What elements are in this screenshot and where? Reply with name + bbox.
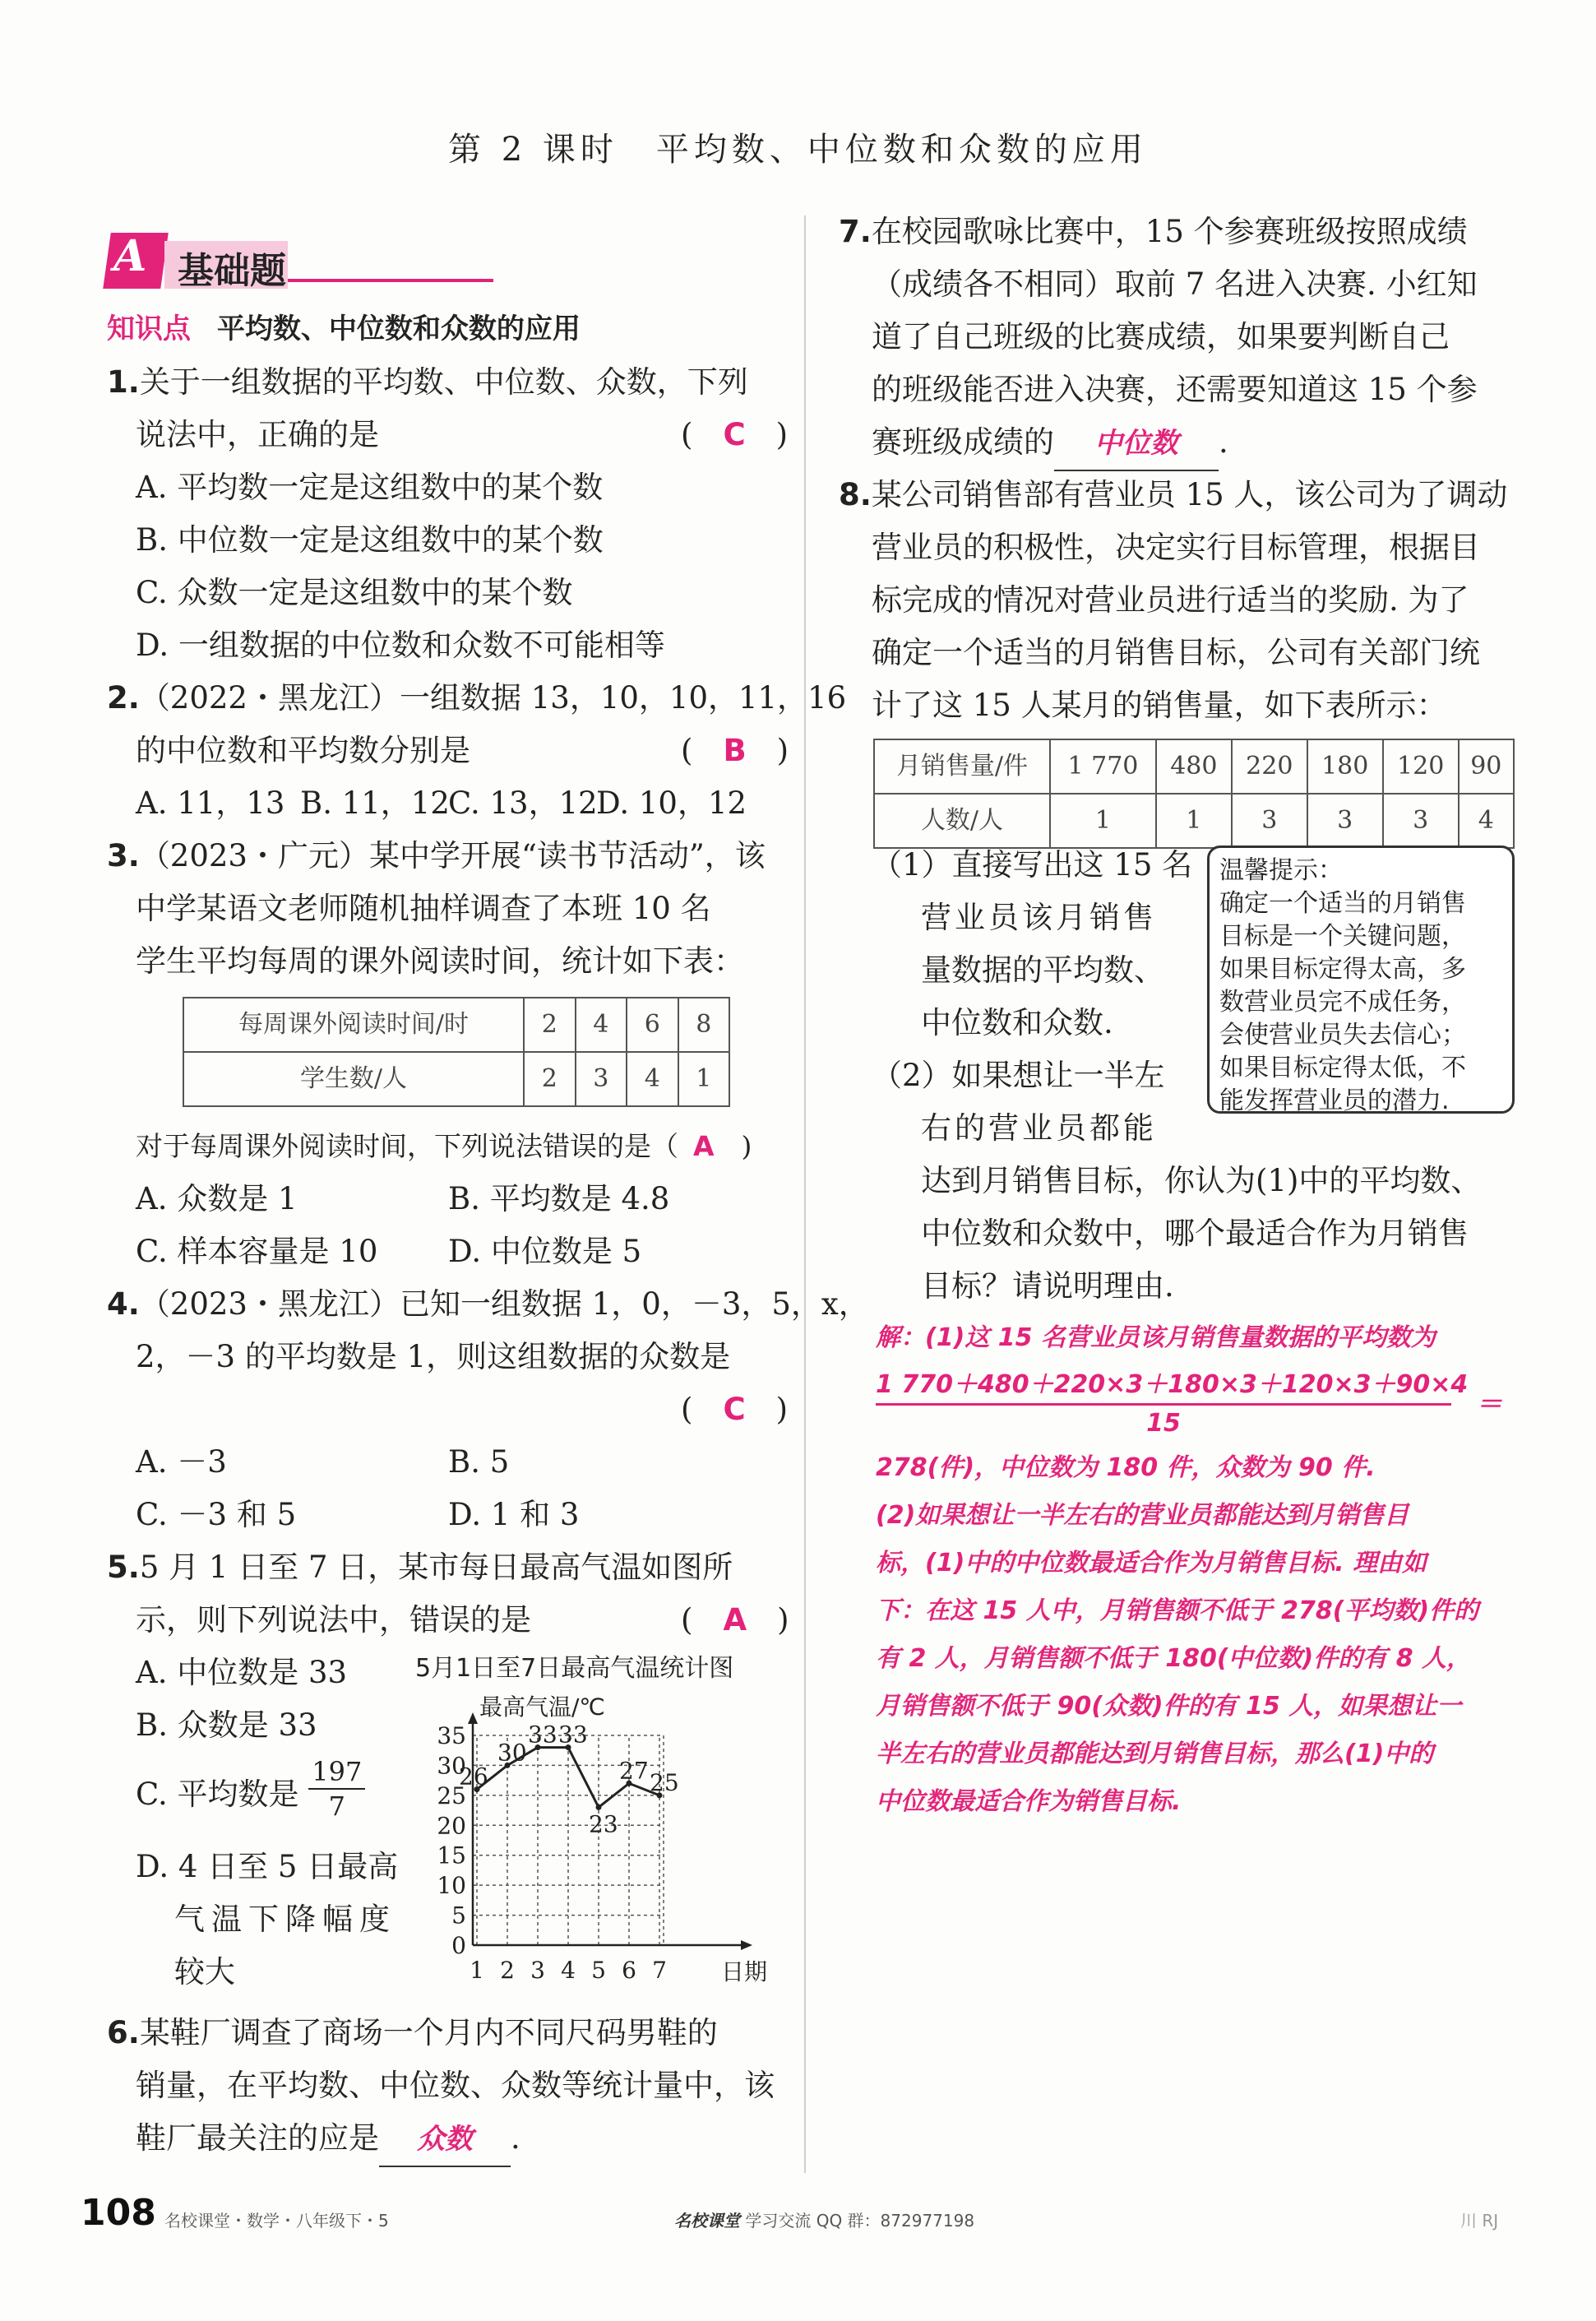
- qq-group: 学习交流 QQ 群：872977198: [745, 2211, 975, 2231]
- q8-number: 8.: [839, 477, 872, 512]
- q8-p2-line1: （2）如果想让一半左: [872, 1058, 1165, 1093]
- q3-number: 3.: [107, 838, 140, 873]
- q7-line3: 道了自己班级的比赛成绩，如果要判断自己: [872, 319, 1450, 354]
- y-tick-label: 35: [437, 1722, 466, 1749]
- page-title: 第 2 课时 平均数、中位数和众数的应用: [448, 131, 1148, 169]
- q6-line3: 鞋厂最关注的应是 众数 .: [136, 2112, 520, 2167]
- y-tick-label: 25: [437, 1781, 466, 1809]
- q8-p1-line3: 量数据的平均数、: [921, 952, 1164, 988]
- solution-line6: 有 2 人，月销售额不低于 180(中位数)件的有 8 人，: [876, 1644, 1472, 1673]
- q8-p2-line2: 右的营业员都能: [921, 1110, 1157, 1146]
- tip-line: 能发挥营业员的潜力.: [1219, 1086, 1450, 1115]
- x-tick-label: 2: [500, 1957, 515, 1984]
- q3-line2: 中学某语文老师随机抽样调查了本班 10 名: [136, 891, 711, 926]
- tip-line: 目标是一个关键问题，: [1219, 922, 1466, 951]
- q3-option-b: B. 平均数是 4.8: [448, 1181, 670, 1216]
- table-cell: 90: [1459, 739, 1514, 794]
- q5-line2: 示，则下列说法中，错误的是: [136, 1602, 531, 1638]
- q7-answer-value: 中位数: [1094, 427, 1178, 460]
- q8-line3: 标完成的情况对营业员进行适当的奖励. 为了: [872, 582, 1469, 618]
- solution-line5: 下：在这 15 人中，月销售额不低于 278(平均数)件的: [876, 1596, 1479, 1625]
- table-cell: 3: [1232, 794, 1307, 848]
- solution-line2: 278(件)，中位数为 180 件，众数为 90 件.: [876, 1453, 1376, 1482]
- y-tick-label: 5: [451, 1902, 466, 1930]
- q7-line2: （成绩各不相同）取前 7 名进入决赛. 小红知: [872, 266, 1478, 302]
- q4-answer-value: C: [723, 1392, 746, 1427]
- q5-number: 5.: [107, 1550, 140, 1585]
- q1-option-a: A. 平均数一定是这组数中的某个数: [136, 470, 604, 505]
- y-tick-label: 10: [437, 1872, 466, 1900]
- tip-line: 数营业员完不成任务，: [1219, 988, 1466, 1017]
- table-cell: 学生数/人: [183, 1052, 524, 1106]
- y-tick-label: 30: [437, 1752, 466, 1780]
- q7-text: 在校园歌咏比赛中，15 个参赛班级按照成绩: [871, 214, 1468, 249]
- formula-numerator: 1 770＋480＋220×3＋180×3＋120×3＋90×4: [876, 1367, 1451, 1406]
- solution-line4: 标，(1)中的中位数最适合作为月销售目标. 理由如: [876, 1549, 1427, 1577]
- table-cell: 3: [576, 1052, 627, 1106]
- q5-answer: ( A ): [681, 1602, 789, 1638]
- table-cell: 1: [1050, 794, 1156, 848]
- tip-line: 如果目标定得太低，不: [1219, 1054, 1466, 1082]
- q1-text: 关于一组数据的平均数、中位数、众数，下列: [139, 364, 748, 400]
- q1-answer: ( C ): [681, 417, 789, 452]
- chart-ylabel: 最高气温/℃: [479, 1693, 605, 1721]
- data-label: 26: [459, 1763, 488, 1791]
- tip-box: [1207, 845, 1515, 1114]
- q4-line2: 2，－3 的平均数是 1，则这组数据的众数是: [136, 1339, 731, 1374]
- q8-table: [873, 739, 1515, 849]
- q3-option-d: D. 中位数是 5: [448, 1234, 642, 1269]
- q2-answer: ( B ): [681, 733, 789, 768]
- q4-answer: ( C ): [681, 1392, 789, 1427]
- q8-p1-line4: 中位数和众数.: [921, 1005, 1113, 1040]
- y-tick-label: 15: [437, 1842, 466, 1869]
- data-label: 33: [528, 1721, 557, 1749]
- data-label: 33: [558, 1721, 588, 1749]
- table-cell: 1 770: [1050, 739, 1156, 794]
- q5-option-d1: D. 4 日至 5 日最高: [136, 1849, 399, 1884]
- data-label: 25: [650, 1768, 679, 1796]
- table-cell: 220: [1232, 739, 1307, 794]
- q2-option-a: A. 11，13: [136, 785, 285, 821]
- q3-answer-value: A: [693, 1130, 715, 1162]
- q5-option-a: A. 中位数是 33: [136, 1655, 348, 1690]
- y-tick-label: 0: [451, 1932, 466, 1959]
- q8-line5: 计了这 15 人某月的销售量，如下表所示：: [872, 688, 1447, 723]
- x-tick-label: 3: [530, 1957, 545, 1984]
- solution-line1: 解：(1)这 15 名营业员该月销售量数据的平均数为: [876, 1323, 1436, 1352]
- q6-answer-value: 众数: [417, 2123, 473, 2156]
- q4-option-c: C. －3 和 5: [136, 1497, 297, 1532]
- formula-denominator: 15: [1146, 1409, 1181, 1438]
- formula-equals: ＝: [1476, 1388, 1503, 1420]
- x-tick-label: 5: [591, 1957, 606, 1984]
- section-title: 基础题: [178, 250, 286, 292]
- q8-line4: 确定一个适当的月销售目标，公司有关部门统: [872, 635, 1480, 670]
- q7-line1: [839, 206, 1468, 258]
- q4-number: 4.: [107, 1286, 140, 1322]
- q1-option-d: D. 一组数据的中位数和众数不可能相等: [136, 628, 665, 663]
- q6-text: 某鞋厂调查了商场一个月内不同尺码男鞋的: [139, 2015, 718, 2050]
- q3-option-a: A. 众数是 1: [136, 1181, 298, 1216]
- q8-p2-line3: 达到月销售目标，你认为(1)中的平均数、: [921, 1163, 1482, 1198]
- q2-text: （2022・黑龙江）一组数据 13，10，10，11，16: [139, 680, 847, 716]
- page-number: 108: [81, 2192, 156, 2234]
- data-label: 23: [589, 1810, 618, 1838]
- footer-brand: [674, 2207, 974, 2231]
- q8-line1: [839, 469, 1507, 521]
- q3-text4: 对于每周课外阅读时间，下列说法错误的是（: [136, 1130, 678, 1162]
- q6-number: 6.: [107, 2015, 140, 2050]
- q5-answer-value: A: [723, 1602, 747, 1638]
- q1-text2: 说法中，正确的是: [136, 417, 379, 452]
- data-label: 27: [619, 1757, 649, 1785]
- chart-xlabel: 日期: [721, 1958, 768, 1985]
- table-cell: 4: [1459, 794, 1514, 848]
- tip-line: 会使营业员失去信心；: [1219, 1021, 1466, 1049]
- table-cell: 每周课外阅读时间/时: [183, 998, 524, 1052]
- q8-text: 某公司销售部有营业员 15 人，该公司为了调动: [871, 477, 1508, 512]
- q1-option-b: B. 中位数一定是这组数中的某个数: [136, 522, 604, 558]
- x-tick-label: 7: [652, 1957, 667, 1984]
- q8-p1-line2: 营业员该月销售: [921, 900, 1157, 935]
- q8-p1-line1: （1）直接写出这 15 名: [872, 847, 1193, 883]
- x-tick-label: 1: [470, 1957, 484, 1984]
- knowledge-text: 平均数、中位数和众数的应用: [216, 313, 581, 345]
- q7-text5: 赛班级成绩的: [872, 424, 1054, 460]
- table-cell: 8: [678, 998, 730, 1052]
- solution-line8: 半左右的营业员都能达到月销售目标，那么(1)中的: [876, 1740, 1434, 1768]
- table-cell: 1: [1156, 794, 1232, 848]
- q5-text: 5 月 1 日至 7 日，某市每日最高气温如图所: [139, 1550, 733, 1585]
- solution-line3: (2)如果想让一半左右的营业员都能达到月销售目: [876, 1501, 1409, 1530]
- data-label: 30: [497, 1739, 527, 1767]
- q7-line5: 赛班级成绩的 中位数 .: [872, 416, 1228, 471]
- solution-line7: 月销售额不低于 90(众数)件的有 15 人，如果想让一: [876, 1692, 1462, 1721]
- table-cell: 180: [1307, 739, 1383, 794]
- table-cell: 4: [627, 1052, 678, 1106]
- tip-line: 如果目标定得太高，多: [1219, 955, 1466, 984]
- q5-option-d3: 较大: [174, 1954, 235, 1990]
- q1-option-c: C. 众数一定是这组数中的某个数: [136, 575, 573, 610]
- solution-line9: 中位数最适合作为销售目标.: [876, 1787, 1182, 1816]
- q5-option-c-text: C. 平均数是: [136, 1777, 299, 1812]
- q2-text2: 的中位数和平均数分别是: [136, 733, 470, 768]
- knowledge-label: 知识点: [107, 313, 191, 345]
- edition: 川 RJ: [1460, 2211, 1499, 2231]
- q3-line4: 对于每周课外阅读时间，下列说法错误的是（ A ): [136, 1130, 752, 1162]
- tip-line: 温馨提示：: [1219, 856, 1343, 885]
- q4-text: （2023・黑龙江）已知一组数据 1，0，－3，5，x，: [139, 1286, 869, 1322]
- x-tick-label: 6: [622, 1957, 636, 1984]
- book-info: 名校课堂・数学・八年级下・5: [164, 2211, 389, 2231]
- tip-line: 确定一个适当的月销售: [1219, 889, 1466, 918]
- table-cell: 2: [524, 1052, 576, 1106]
- q8-p2-line4: 中位数和众数中，哪个最适合作为月销售: [921, 1216, 1469, 1251]
- q8-line2: 营业员的积极性，决定实行目标管理，根据目: [872, 530, 1480, 565]
- table-cell: 1: [678, 1052, 730, 1106]
- q1-number: 1.: [107, 364, 140, 400]
- table-cell: 480: [1156, 739, 1232, 794]
- table-cell: 3: [1383, 794, 1459, 848]
- q6-text3: 鞋厂最关注的应是: [136, 2120, 379, 2156]
- table-cell: 4: [576, 998, 627, 1052]
- q3-line3: 学生平均每周的课外阅读时间，统计如下表：: [136, 943, 744, 979]
- q5-option-b: B. 众数是 33: [136, 1707, 317, 1743]
- solution-formula: [876, 1362, 1534, 1444]
- q7-number: 7.: [839, 214, 872, 249]
- q1-answer-value: C: [723, 417, 746, 452]
- table-cell: 120: [1383, 739, 1459, 794]
- q5-option-d2: 气温下降幅度: [174, 1902, 396, 1937]
- q3-text: （2023・广元）某中学开展“读书节活动”，该: [139, 838, 766, 873]
- y-tick-label: 20: [437, 1812, 466, 1840]
- q4-option-a: A. －3: [136, 1444, 227, 1480]
- q7-answer-blank: [1054, 416, 1219, 471]
- q2-number: 2.: [107, 680, 140, 716]
- brand-logo: 名校课堂: [674, 2211, 740, 2231]
- fraction-denominator: 7: [328, 1790, 345, 1822]
- formula-fraction: [876, 1367, 1469, 1442]
- q4-option-b: B. 5: [448, 1444, 510, 1480]
- section-letter: A: [113, 231, 147, 281]
- table-cell: 2: [524, 998, 576, 1052]
- table-cell: 3: [1307, 794, 1383, 848]
- fraction-numerator: 197: [308, 1755, 365, 1790]
- q2-answer-value: B: [723, 733, 747, 768]
- x-tick-label: 4: [561, 1957, 576, 1984]
- table-cell: 6: [627, 998, 678, 1052]
- q7-line4: 的班级能否进入决赛，还需要知道这 15 个参: [872, 372, 1478, 407]
- q2-option-b: B. 11，12: [300, 785, 450, 821]
- table-row: [874, 739, 1514, 794]
- q2-option-d: D. 10，12: [596, 785, 747, 821]
- q3-option-c: C. 样本容量是 10: [136, 1234, 378, 1269]
- q8-p2-line5: 目标？请说明理由.: [921, 1268, 1174, 1304]
- table-cell: 月销售量/件: [874, 739, 1050, 794]
- chart-title: 5月1日至7日最高气温统计图: [415, 1654, 734, 1683]
- q2-option-c: C. 13，12: [448, 785, 598, 821]
- q6-line2: 销量，在平均数、中位数、众数等统计量中，该: [136, 2068, 775, 2103]
- table-cell: 人数/人: [874, 794, 1050, 848]
- q4-option-d: D. 1 和 3: [448, 1497, 580, 1532]
- solution: [876, 1314, 1534, 1826]
